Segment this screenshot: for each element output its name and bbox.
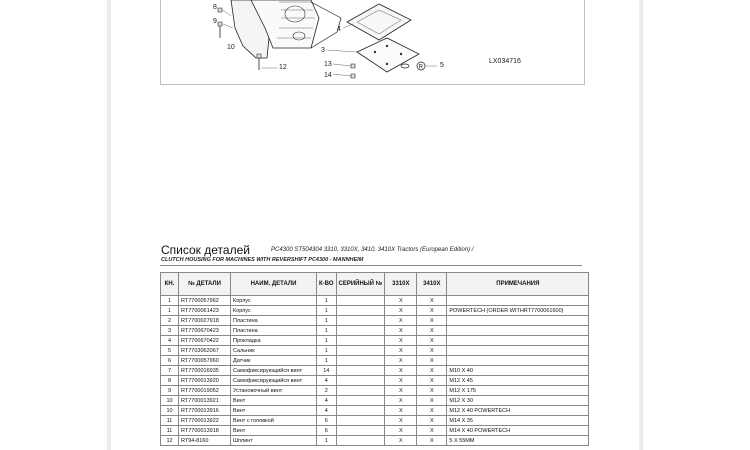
table-row <box>161 296 589 306</box>
cell-quantity: 1 <box>317 436 337 446</box>
col-header-item: КН. <box>161 273 179 296</box>
cell-fits-3310x: X <box>385 386 417 396</box>
cell-quantity: 1 <box>317 316 337 326</box>
cell-quantity: 1 <box>317 296 337 306</box>
cell-notes <box>447 296 589 306</box>
cell-item-number: 12 <box>161 436 179 446</box>
cell-notes: M12 X 30 <box>447 396 589 406</box>
callout-8: 8 <box>213 4 217 11</box>
table-row <box>161 336 589 346</box>
cell-item-number: 11 <box>161 426 179 436</box>
cell-part-number: RT7700013921 <box>179 396 231 406</box>
cell-quantity: 14 <box>317 366 337 376</box>
cell-fits-3310x: X <box>385 396 417 406</box>
cell-fits-3410x: X <box>417 316 447 326</box>
table-row <box>161 416 589 426</box>
cell-notes: M14 X 40 POWERTECH <box>447 426 589 436</box>
cell-part-number: RT7700061423 <box>179 306 231 316</box>
callout-13: 13 <box>324 61 332 68</box>
callout-4: 4 <box>337 26 341 33</box>
cell-fits-3310x: X <box>385 376 417 386</box>
callout-9: 9 <box>213 18 217 25</box>
col-header-serial-number: СЕРИЙНЫЙ № <box>336 273 385 296</box>
cell-quantity: 2 <box>317 386 337 396</box>
cell-quantity: 1 <box>317 346 337 356</box>
cell-fits-3410x: X <box>417 406 447 416</box>
cell-part-number: RT94-8160 <box>179 436 231 446</box>
cell-fits-3310x: X <box>385 336 417 346</box>
cell-part-name: Самофиксирующийся винт <box>231 366 317 376</box>
cell-serial-number <box>336 426 385 436</box>
cell-fits-3410x: X <box>417 396 447 406</box>
cell-part-name: Корпус <box>231 306 317 316</box>
cell-part-name: Винт <box>231 406 317 416</box>
cell-notes: M12 X 40 POWERTECH <box>447 406 589 416</box>
callout-3: 3 <box>321 47 325 54</box>
table-row <box>161 306 589 316</box>
cell-part-number: RT7700057960 <box>179 356 231 366</box>
cell-item-number: 5 <box>161 346 179 356</box>
exploded-parts-drawing <box>160 0 585 85</box>
cell-notes: 5 X 55MM <box>447 436 589 446</box>
cell-item-number: 1 <box>161 296 179 306</box>
cell-part-name: Винт с головкой <box>231 416 317 426</box>
cell-serial-number <box>336 356 385 366</box>
callout-14: 14 <box>324 72 332 79</box>
col-header-quantity: К-ВО <box>317 273 337 296</box>
cell-item-number: 1 <box>161 306 179 316</box>
cell-serial-number <box>336 296 385 306</box>
col-header-3410x: 3410X <box>417 273 447 296</box>
table-row <box>161 396 589 406</box>
cell-serial-number <box>336 326 385 336</box>
cell-fits-3410x: X <box>417 356 447 366</box>
right-scroll-rail <box>639 0 643 450</box>
cell-notes: M14 X 35 <box>447 416 589 426</box>
cell-part-number: RT7700016935 <box>179 366 231 376</box>
cell-notes: M10 X 40 <box>447 366 589 376</box>
cell-item-number: 4 <box>161 336 179 346</box>
cell-quantity: 1 <box>317 356 337 366</box>
cell-item-number: 3 <box>161 326 179 336</box>
cell-serial-number <box>336 436 385 446</box>
cell-quantity: 1 <box>317 326 337 336</box>
cell-item-number: 10 <box>161 396 179 406</box>
col-header-notes: ПРИМЕЧАНИЯ <box>447 273 589 296</box>
title-divider <box>160 265 582 266</box>
cell-fits-3310x: X <box>385 416 417 426</box>
cell-fits-3310x: X <box>385 356 417 366</box>
cell-part-name: Установочный винт <box>231 386 317 396</box>
cell-part-name: Корпус <box>231 296 317 306</box>
table-row <box>161 406 589 416</box>
table-row <box>161 346 589 356</box>
cell-part-number: RT7700013916 <box>179 406 231 416</box>
cell-item-number: 10 <box>161 406 179 416</box>
cell-fits-3310x: X <box>385 436 417 446</box>
cell-part-name: Самофиксирующийся винт <box>231 376 317 386</box>
cell-fits-3310x: X <box>385 316 417 326</box>
cell-notes <box>447 356 589 366</box>
cell-fits-3410x: X <box>417 426 447 436</box>
callout-5: 5 <box>440 62 444 69</box>
cell-serial-number <box>336 406 385 416</box>
parts-list-title: Список деталей <box>161 243 250 257</box>
cell-fits-3310x: X <box>385 366 417 376</box>
table-header-row <box>161 273 589 296</box>
cell-quantity: 4 <box>317 376 337 386</box>
parts-list-subtitle-2: CLUTCH HOUSING FOR MACHINES WITH REVERSHIFT PC4300 - MANNHEIM <box>161 257 364 263</box>
table-row <box>161 326 589 336</box>
table-row <box>161 316 589 326</box>
table-row <box>161 356 589 366</box>
cell-part-number: RT7700670423 <box>179 326 231 336</box>
cell-serial-number <box>336 386 385 396</box>
cell-fits-3310x: X <box>385 306 417 316</box>
cell-notes <box>447 336 589 346</box>
cell-fits-3410x: X <box>417 376 447 386</box>
cell-part-number: RT7700013918 <box>179 426 231 436</box>
cell-notes: POWERTECH (ORDER WITHRT7700061600) <box>447 306 589 316</box>
cell-fits-3310x: X <box>385 346 417 356</box>
cell-item-number: 7 <box>161 366 179 376</box>
cell-part-name: Винт <box>231 396 317 406</box>
cell-part-number: RT7703062067 <box>179 346 231 356</box>
col-header-part-name: НАИМ. ДЕТАЛИ <box>231 273 317 296</box>
cell-item-number: 6 <box>161 356 179 366</box>
cell-notes: M12 X 45 <box>447 376 589 386</box>
cell-part-number: RT7700057962 <box>179 296 231 306</box>
table-row <box>161 376 589 386</box>
table-row <box>161 386 589 396</box>
cell-part-number: RT7700013920 <box>179 376 231 386</box>
cell-item-number: 9 <box>161 386 179 396</box>
cell-item-number: 11 <box>161 416 179 426</box>
callout-12: 12 <box>279 64 287 71</box>
cell-fits-3310x: X <box>385 296 417 306</box>
col-header-3310x: 3310X <box>385 273 417 296</box>
cell-serial-number <box>336 376 385 386</box>
cell-quantity: 4 <box>317 406 337 416</box>
parts-table-body <box>161 296 589 446</box>
cell-fits-3410x: X <box>417 386 447 396</box>
cell-fits-3410x: X <box>417 296 447 306</box>
cell-quantity: 6 <box>317 416 337 426</box>
svg-text:R: R <box>418 64 423 71</box>
cell-notes <box>447 316 589 326</box>
cell-fits-3410x: X <box>417 336 447 346</box>
cell-part-number: RT7700670422 <box>179 336 231 346</box>
cell-fits-3410x: X <box>417 366 447 376</box>
cell-item-number: 2 <box>161 316 179 326</box>
cell-part-name: Пластина <box>231 316 317 326</box>
cell-part-name: Шплинт <box>231 436 317 446</box>
cell-notes: M12 X 175 <box>447 386 589 396</box>
cell-fits-3410x: X <box>417 436 447 446</box>
cell-fits-3410x: X <box>417 346 447 356</box>
figure-id: LX034716 <box>489 58 521 65</box>
cell-notes <box>447 326 589 336</box>
cell-notes <box>447 346 589 356</box>
cell-quantity: 4 <box>317 396 337 406</box>
cell-quantity: 6 <box>317 426 337 436</box>
table-row <box>161 436 589 446</box>
cell-part-name: Пластина <box>231 326 317 336</box>
cell-serial-number <box>336 346 385 356</box>
cell-fits-3310x: X <box>385 426 417 436</box>
cell-quantity: 1 <box>317 306 337 316</box>
cell-quantity: 1 <box>317 336 337 346</box>
left-scroll-rail <box>107 0 111 450</box>
parts-list-subtitle: PC4300 ST504304 3310, 3310X, 3410, 3410X Tractors (European Edition) / <box>271 247 474 253</box>
cell-part-name: Датчик <box>231 356 317 366</box>
col-header-part-number: № ДЕТАЛИ <box>179 273 231 296</box>
cell-part-number: RT7700027918 <box>179 316 231 326</box>
cell-part-number: RT7700013922 <box>179 416 231 426</box>
table-row <box>161 426 589 436</box>
cell-part-name: Винт <box>231 426 317 436</box>
cell-fits-3410x: X <box>417 306 447 316</box>
cell-fits-3310x: X <box>385 326 417 336</box>
cell-serial-number <box>336 336 385 346</box>
table-row <box>161 366 589 376</box>
cell-fits-3310x: X <box>385 406 417 416</box>
cell-part-number: RT7700019052 <box>179 386 231 396</box>
callout-10: 10 <box>227 44 235 51</box>
cell-item-number: 8 <box>161 376 179 386</box>
cell-part-name: Прокладка <box>231 336 317 346</box>
cell-serial-number <box>336 366 385 376</box>
cell-serial-number <box>336 316 385 326</box>
clutch-housing-illustration <box>161 0 584 84</box>
cell-serial-number <box>336 306 385 316</box>
cell-fits-3410x: X <box>417 416 447 426</box>
cell-part-name: Сальник <box>231 346 317 356</box>
cell-serial-number <box>336 396 385 406</box>
cell-fits-3410x: X <box>417 326 447 336</box>
parts-table <box>160 272 589 446</box>
cell-serial-number <box>336 416 385 426</box>
